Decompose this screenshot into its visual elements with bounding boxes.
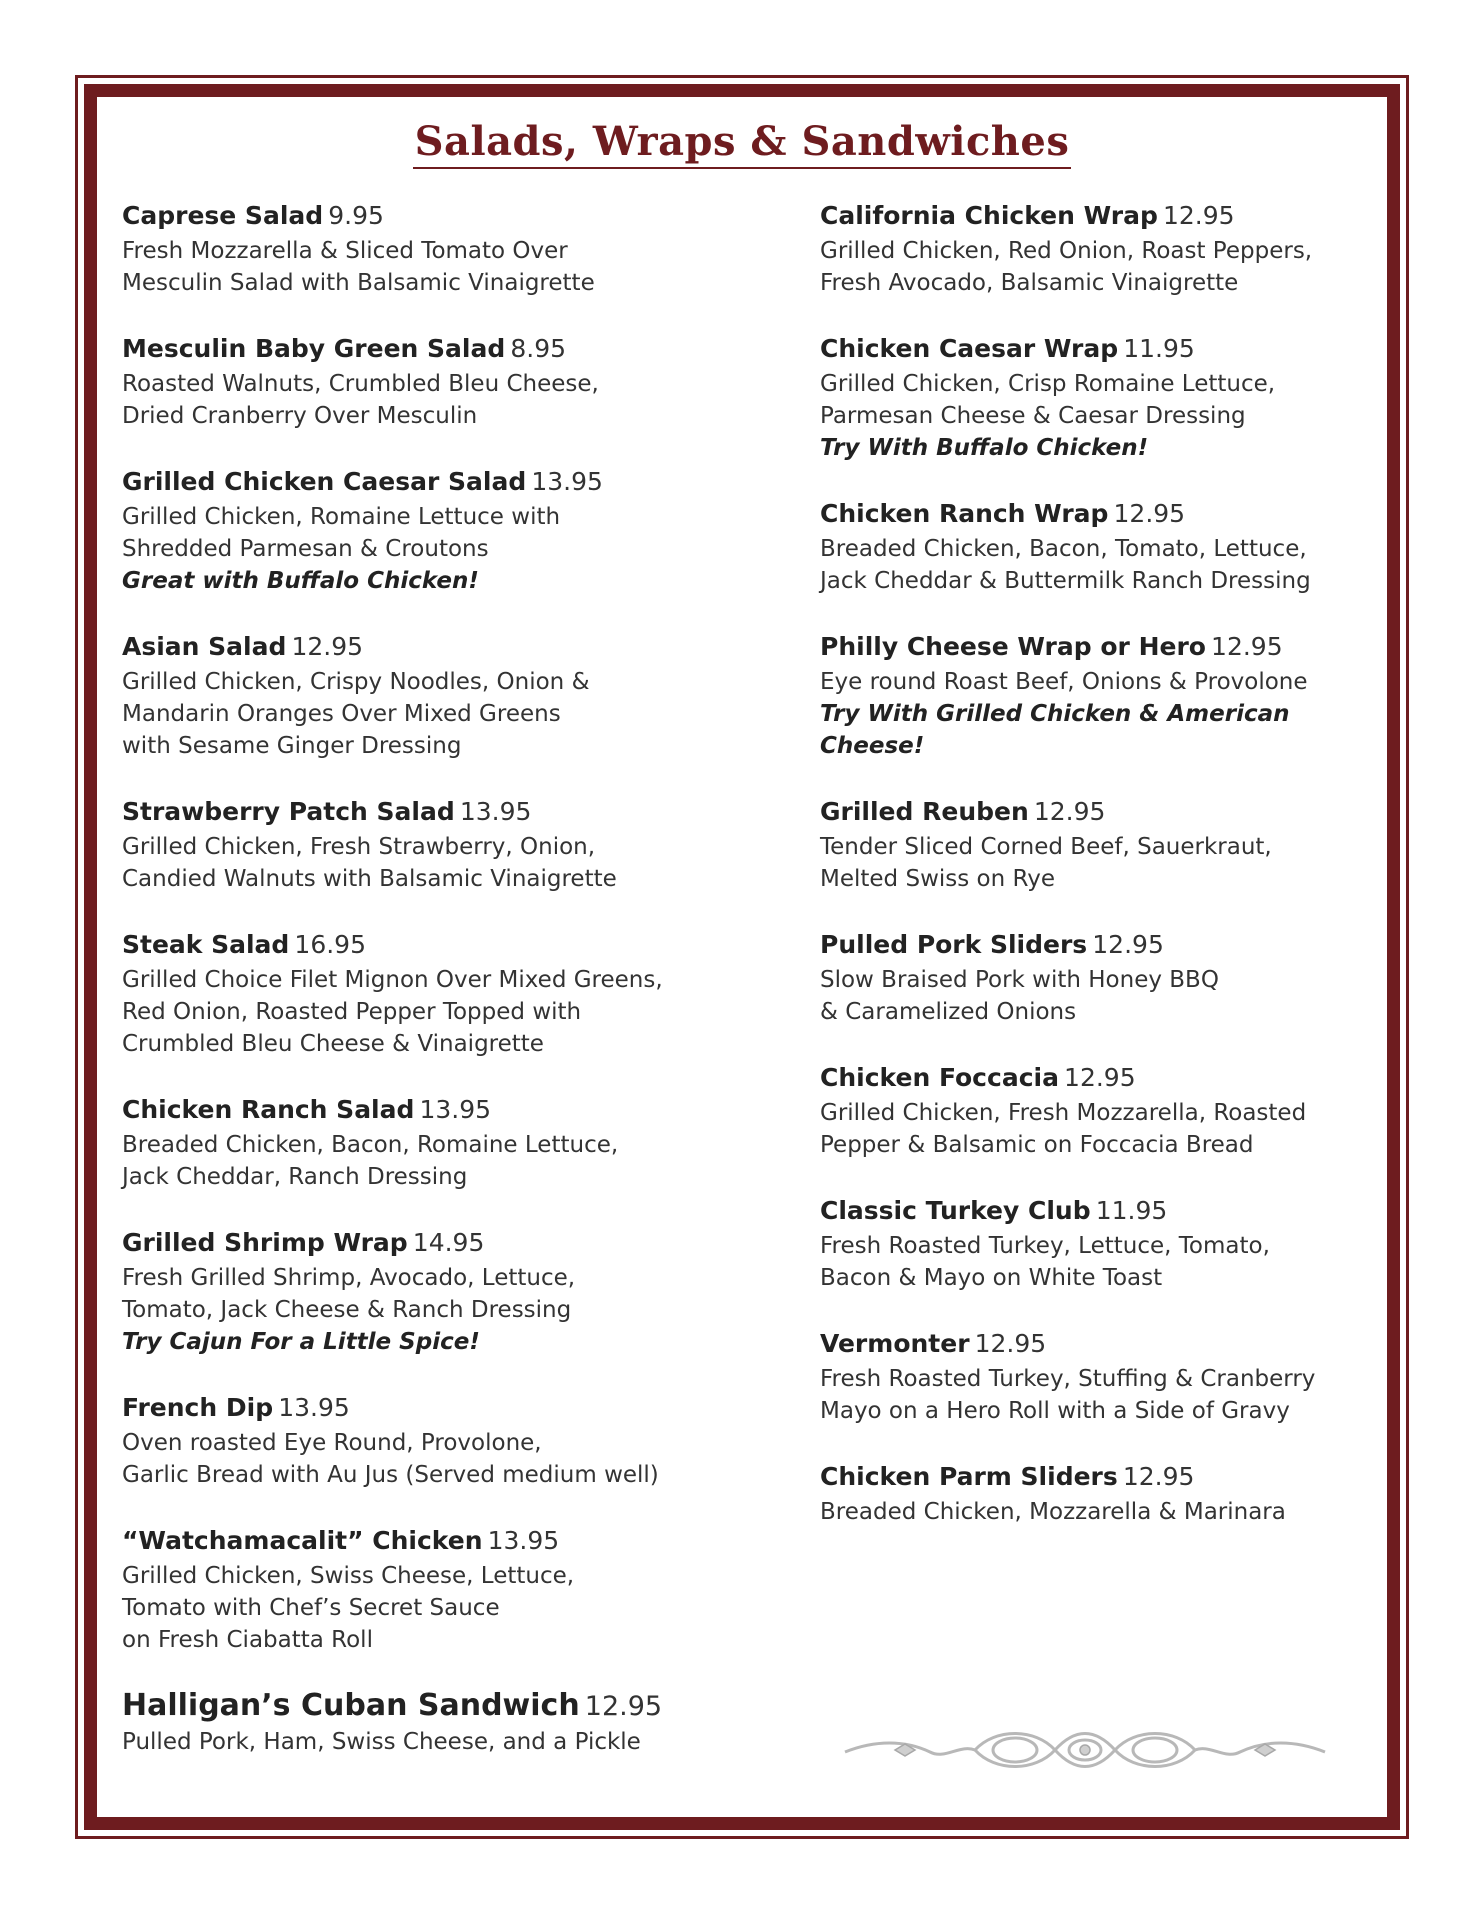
menu-item-heading [122, 1227, 762, 1262]
menu-item-name: Chicken Parm Sliders [820, 1462, 1118, 1491]
menu-item-name: Pulled Pork Sliders [820, 930, 1088, 959]
menu-item-note: Try With Buffalo Chicken! [820, 435, 1149, 461]
menu-item-description: Grilled Chicken, Fresh Strawberry, Onion, [122, 834, 596, 860]
menu-item-price: 12.95 [1092, 930, 1164, 959]
menu-item-description: Breaded Chicken, Bacon, Romaine Lettuce, [122, 1132, 619, 1158]
menu-item [122, 929, 762, 1060]
menu-item-name: Halligan’s Cuban Sandwich [122, 1688, 580, 1723]
menu-item-note: Try With Grilled Chicken & American Cheese! [820, 701, 1290, 759]
menu-item-name: Grilled Chicken Caesar Salad [122, 467, 527, 496]
menu-item-price: 12.95 [584, 1691, 663, 1722]
menu-item-description: Fresh Roasted Turkey, Lettuce, Tomato, [820, 1233, 1270, 1259]
menu-item-heading [122, 333, 762, 368]
menu-item-price: 13.95 [459, 797, 532, 826]
menu-item-description: Fresh Roasted Turkey, Stuffing & Cranberry [820, 1366, 1316, 1392]
menu-item-description: Fresh Mozzarella & Sliced Tomato Over [122, 238, 568, 264]
menu-item-description: Pepper & Balsamic on Foccacia Bread [820, 1132, 1254, 1158]
menu-item-description: Jack Cheddar, Ranch Dressing [122, 1164, 468, 1190]
menu-item-heading [820, 631, 1380, 666]
menu-item-heading [122, 1690, 762, 1726]
menu-item-heading [122, 631, 762, 666]
menu-item-price: 12.95 [1064, 1063, 1136, 1092]
menu-item-heading [122, 1392, 762, 1427]
menu-item-price: 13.95 [487, 1526, 560, 1555]
menu-item-name: Grilled Reuben [820, 797, 1029, 826]
menu-item-price: 14.95 [412, 1228, 485, 1257]
menu-item-description: Pulled Pork, Ham, Swiss Cheese, and a Pickle [122, 1729, 641, 1755]
menu-item-heading [820, 1328, 1380, 1363]
menu-item-name: “Watchamacalit” Chicken [122, 1526, 483, 1555]
menu-item-description: & Caramelized Onions [820, 999, 1077, 1025]
menu-item-description: Tender Sliced Corned Beef, Sauerkraut, [820, 834, 1272, 860]
menu-item-description: Mayo on a Hero Roll with a Side of Gravy [820, 1398, 1290, 1424]
menu-item [122, 1690, 762, 1758]
menu-item [122, 1525, 762, 1656]
menu-item [820, 796, 1380, 895]
menu-item-price: 12.95 [1122, 1462, 1195, 1491]
menu-item-description: Eye round Roast Beef, Onions & Provolone [820, 669, 1308, 695]
menu-item [122, 200, 762, 299]
menu-item-price: 16.95 [294, 930, 366, 959]
menu-item-description: Crumbled Bleu Cheese & Vinaigrette [122, 1031, 544, 1057]
menu-item [820, 200, 1380, 299]
menu-item [820, 1461, 1380, 1528]
menu-item-heading [122, 1525, 762, 1560]
menu-item-description: Parmesan Cheese & Caesar Dressing [820, 403, 1246, 429]
menu-item-description: Garlic Bread with Au Jus (Served medium well) [122, 1462, 659, 1488]
menu-item-description: Grilled Chicken, Romaine Lettuce with [122, 504, 561, 530]
menu-item-description: Grilled Choice Filet Mignon Over Mixed Greens, [122, 967, 663, 993]
menu-item-price: 11.95 [1123, 334, 1195, 363]
menu-item-heading [820, 1062, 1380, 1097]
menu-item-description: Jack Cheddar & Buttermilk Ranch Dressing [820, 568, 1311, 594]
menu-item-name: Philly Cheese Wrap or Hero [820, 632, 1206, 661]
menu-item [122, 631, 762, 762]
menu-item-description: Fresh Grilled Shrimp, Avocado, Lettuce, [122, 1265, 576, 1291]
menu-item-name: Classic Turkey Club [820, 1196, 1091, 1225]
menu-item-description: Roasted Walnuts, Crumbled Bleu Cheese, [122, 371, 599, 397]
menu-item-price: 12.95 [291, 632, 364, 661]
menu-item-name: Caprese Salad [122, 201, 324, 230]
menu-item-name: Chicken Foccacia [820, 1063, 1059, 1092]
menu-item-description: Mandarin Oranges Over Mixed Greens [122, 701, 561, 727]
menu-item-description: Bacon & Mayo on White Toast [820, 1265, 1163, 1291]
menu-item-description: Candied Walnuts with Balsamic Vinaigrette [122, 866, 617, 892]
menu-item-name: California Chicken Wrap [820, 201, 1158, 230]
menu-item-heading [820, 1461, 1380, 1496]
menu-item-price: 12.95 [974, 1329, 1047, 1358]
menu-item-heading [122, 200, 762, 235]
menu-item-description: Red Onion, Roasted Pepper Topped with [122, 999, 582, 1025]
menu-item [122, 1392, 762, 1491]
menu-item-price: 12.95 [1033, 797, 1106, 826]
menu-item-name: Mesculin Baby Green Salad [122, 334, 506, 363]
menu-item-description: Grilled Chicken, Crisp Romaine Lettuce, [820, 371, 1276, 397]
menu-item-price: 9.95 [328, 201, 384, 230]
menu-item-description: Tomato with Chef’s Secret Sauce [122, 1595, 500, 1621]
menu-item-price: 12.95 [1162, 201, 1235, 230]
menu-item [820, 1062, 1380, 1161]
menu-item-price: 11.95 [1095, 1196, 1168, 1225]
menu-item-description: Grilled Chicken, Swiss Cheese, Lettuce, [122, 1563, 575, 1589]
menu-item-name: Chicken Caesar Wrap [820, 334, 1119, 363]
menu-item-description: Grilled Chicken, Red Onion, Roast Peppers, [820, 238, 1313, 264]
menu-item-description: with Sesame Ginger Dressing [122, 733, 462, 759]
menu-item-heading [122, 466, 762, 501]
menu-item-description: Fresh Avocado, Balsamic Vinaigrette [820, 270, 1239, 296]
menu-item-heading [820, 1195, 1380, 1230]
menu-item [820, 929, 1380, 1028]
menu-item-heading [122, 929, 762, 964]
menu-item-note: Great with Buffalo Chicken! [122, 568, 479, 594]
menu-item-description: Tomato, Jack Cheese & Ranch Dressing [122, 1297, 572, 1323]
menu-item-description: Grilled Chicken, Fresh Mozzarella, Roasted [820, 1100, 1307, 1126]
menu-title-block [0, 118, 1484, 165]
menu-item-heading [820, 333, 1380, 368]
menu-item-description: Melted Swiss on Rye [820, 866, 1055, 892]
menu-item-price: 12.95 [1113, 499, 1186, 528]
menu-item-description: Breaded Chicken, Bacon, Tomato, Lettuce, [820, 536, 1307, 562]
menu-item-name: Vermonter [820, 1329, 970, 1358]
menu-item-heading [820, 498, 1380, 533]
menu-item-note: Try Cajun For a Little Spice! [122, 1329, 480, 1355]
menu-item-description: Slow Braised Pork with Honey BBQ [820, 967, 1219, 993]
menu-item-name: Steak Salad [122, 930, 290, 959]
menu-item-price: 12.95 [1211, 632, 1283, 661]
menu-item [122, 1227, 762, 1358]
menu-item [820, 631, 1380, 762]
menu-item-heading [122, 796, 762, 831]
menu-item-heading [820, 796, 1380, 831]
menu-item-description: Mesculin Salad with Balsamic Vinaigrette [122, 270, 595, 296]
menu-item-description: Breaded Chicken, Mozzarella & Marinara [820, 1499, 1286, 1525]
menu-item [122, 796, 762, 895]
menu-item [122, 466, 762, 597]
menu-item-name: Asian Salad [122, 632, 287, 661]
right-column [820, 200, 1380, 1562]
menu-item-description: Oven roasted Eye Round, Provolone, [122, 1430, 542, 1456]
menu-item [122, 333, 762, 432]
menu-item-description: Dried Cranberry Over Mesculin [122, 403, 478, 429]
menu-item-price: 13.95 [419, 1095, 492, 1124]
menu-item-name: Chicken Ranch Wrap [820, 499, 1109, 528]
menu-item [122, 1094, 762, 1193]
menu-item-name: French Dip [122, 1393, 274, 1422]
menu-title: Salads, Wraps & Sandwiches [413, 118, 1072, 169]
menu-item-heading [820, 929, 1380, 964]
menu-item-description: Grilled Chicken, Crispy Noodles, Onion & [122, 669, 590, 695]
menu-item-description: Shredded Parmesan & Croutons [122, 536, 489, 562]
menu-item-heading [122, 1094, 762, 1129]
menu-item-name: Strawberry Patch Salad [122, 797, 455, 826]
menu-item [820, 333, 1380, 464]
menu-item-price: 13.95 [531, 467, 603, 496]
scroll-flourish-icon [835, 1720, 1335, 1780]
menu-item-heading [820, 200, 1380, 235]
menu-item [820, 498, 1380, 597]
menu-item-description: on Fresh Ciabatta Roll [122, 1627, 373, 1653]
menu-item-price: 8.95 [510, 334, 567, 363]
menu-item-price: 13.95 [278, 1393, 350, 1422]
menu-item-name: Chicken Ranch Salad [122, 1095, 415, 1124]
menu-item [820, 1328, 1380, 1427]
left-column [122, 200, 762, 1792]
menu-item [820, 1195, 1380, 1294]
menu-item-name: Grilled Shrimp Wrap [122, 1228, 408, 1257]
